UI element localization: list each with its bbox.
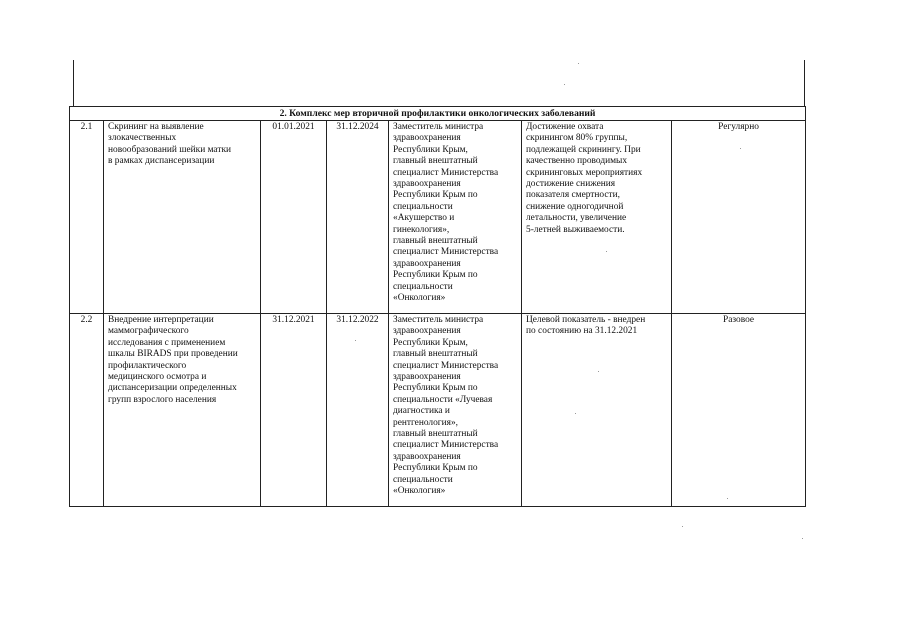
scan-speck [606,251,607,252]
scan-speck [564,84,565,85]
right-border-line [804,60,805,107]
end-date: 31.12.2022 [327,314,389,507]
measure-name: Скрининг на выявление злокачественных новообразований шейки матки в рамках диспансеризации [104,121,261,314]
end-date: 31.12.2024 [327,121,389,314]
measure-name: Внедрение интерпретации маммографического исследования с применением шкалы BIRADS при проведении профилактического медицинского осмотра и диспансеризации определенных групп взрослого населения [104,314,261,507]
table-row [70,314,806,507]
section-title: 2. Комплекс мер вторичной профилактики онкологических заболеваний [70,107,806,121]
frequency: Разовое [672,314,806,507]
frequency: Регулярно [672,121,806,314]
scan-speck [802,538,803,539]
scan-speck [578,63,579,64]
section-header-row [70,107,806,121]
scan-speck [682,526,683,527]
scan-speck [355,340,356,341]
responsible-persons: Заместитель министра здравоохранения Республики Крым, главный внештатный специалист Министерства здравоохранения Республики Крым по специальности «Акушерство и гинекология», главный внештатный специалист Министерства здравоохранения Республики Крым по специальности «Онкология» [389,121,522,314]
left-border-line [73,60,74,107]
row-number: 2.1 [70,121,104,314]
scan-speck [727,498,728,499]
start-date: 31.12.2021 [261,314,327,507]
scan-speck [598,371,599,372]
expected-result: Целевой показатель - внедрен по состоянию на 31.12.2021 [522,314,672,507]
start-date: 01.01.2021 [261,121,327,314]
responsible-persons: Заместитель министра здравоохранения Республики Крым, главный внештатный специалист Министерства здравоохранения Республики Крым по специальности «Лучевая диагностика и рентгенология», главный внештатный специалист Министерства здравоохранения Республики Крым по специальности «Онкология» [389,314,522,507]
expected-result: Достижение охвата скринингом 80% группы, подлежащей скринингу. При качественно проводимых скрининговых мероприятиях достижение снижения показателя смертности, снижение одногодичной летальности, увеличение 5-летней выживаемости. [522,121,672,314]
table-row [70,121,806,314]
measures-table [69,106,806,507]
scan-speck [575,413,576,414]
row-number: 2.2 [70,314,104,507]
scan-speck [740,148,741,149]
